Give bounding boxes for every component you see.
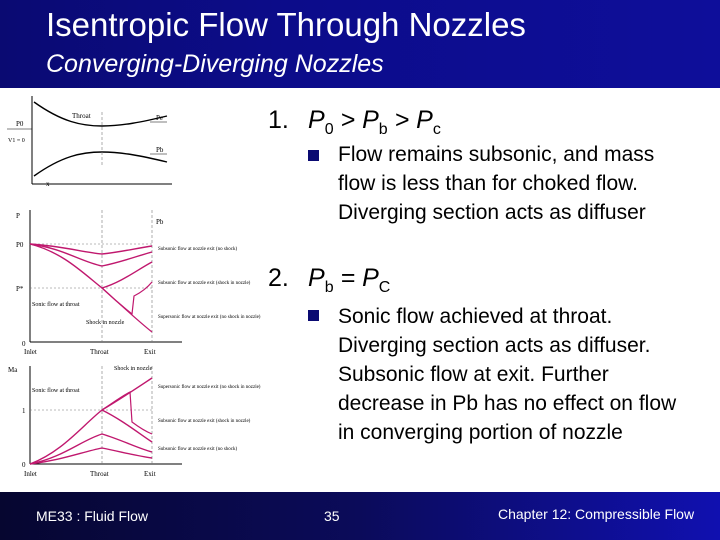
label-shock-top: Shock in nozzle xyxy=(114,366,153,372)
label-subsonic-exit-shock-2: Subsonic flow at nozzle exit (shock in nozzle) xyxy=(158,419,251,424)
pb-symbol: P xyxy=(308,264,325,292)
label-sonic-flow-throat: Sonic flow at throat xyxy=(32,302,80,308)
mach-curve-d xyxy=(102,392,152,434)
pb-subscript: b xyxy=(378,121,388,138)
label-supersonic-exit-noshock: Supersonic flow at nozzle exit (no shock in nozzle) xyxy=(158,315,261,320)
label-subsonic-exit-shock: Subsonic flow at nozzle exit (shock in nozzle) xyxy=(158,281,251,286)
pc-subscript-2: C xyxy=(378,279,391,296)
label-p-axis: P xyxy=(16,212,20,220)
footer-page-number: 35 xyxy=(324,508,340,524)
p0-subscript: 0 xyxy=(324,121,334,138)
bullet-text-2: Sonic flow achieved at throat. Diverging section acts as diffuser. Subsonic flow at exit. Further decrease in Pb has no effect on flow in converging portion of nozzle xyxy=(338,305,677,444)
label-exit-1: Exit xyxy=(144,348,156,356)
label-x-axis: x xyxy=(46,180,50,188)
label-pb: Pb xyxy=(156,146,164,154)
p0-symbol: P xyxy=(308,106,325,134)
bullet-marker-2 xyxy=(308,310,319,321)
pressure-curve-c xyxy=(30,244,152,288)
list-number-1: 1. xyxy=(268,106,289,134)
label-zero-1: 0 xyxy=(22,340,26,348)
slide-header xyxy=(0,0,720,88)
pc-subscript: c xyxy=(432,121,441,138)
bullet-text-1: Flow remains subsonic, and mass flow is less than for choked flow. Diverging section acts as diffuser xyxy=(338,143,655,224)
label-pe: Pe xyxy=(156,114,163,122)
nozzle-lower-wall xyxy=(34,152,167,176)
label-pstar: P* xyxy=(16,285,24,293)
label-sonic-flow-throat-2: Sonic flow at throat xyxy=(32,388,80,394)
pressure-curve-d xyxy=(102,282,152,314)
slide-title: Isentropic Flow Through Nozzles xyxy=(46,6,526,43)
label-throat-1: Throat xyxy=(90,348,109,356)
footer-chapter: Chapter 12: Compressible Flow xyxy=(498,506,695,522)
label-p0: P0 xyxy=(16,120,24,128)
label-pb-right: Pb xyxy=(156,218,164,226)
label-shock-in-nozzle: Shock in nozzle xyxy=(86,320,125,326)
eq-pc: = P xyxy=(333,264,379,292)
label-subsonic-exit-noshock: Subsonic flow at nozzle exit (no shock) xyxy=(158,247,238,252)
label-throat-top: Throat xyxy=(72,112,91,120)
label-subsonic-exit-noshock-2: Subsonic flow at nozzle exit (no shock) xyxy=(158,447,238,452)
label-v0: V1 = 0 xyxy=(8,138,25,144)
mach-panel xyxy=(8,366,261,478)
nozzle-shape-panel xyxy=(7,96,172,188)
list-item-2 xyxy=(268,264,390,297)
footer-course: ME33 : Fluid Flow xyxy=(36,508,149,524)
list-number-2: 2. xyxy=(268,264,289,292)
label-supersonic-exit-2: Supersonic flow at nozzle exit (no shock in nozzle) xyxy=(158,385,261,390)
label-p0-mid: P0 xyxy=(16,241,24,249)
label-one-mark: 1 xyxy=(22,407,26,415)
label-ma-axis: Ma xyxy=(8,366,18,374)
slide-subtitle: Converging-Diverging Nozzles xyxy=(46,50,384,78)
mach-curve-b xyxy=(30,434,152,464)
pressure-curve-b xyxy=(30,244,152,266)
nozzle-upper-wall xyxy=(34,102,167,126)
nozzle-pressure-mach-figure xyxy=(2,92,261,482)
gt-pc: > P xyxy=(387,106,433,134)
label-inlet-2: Inlet xyxy=(24,470,37,478)
label-exit-2: Exit xyxy=(144,470,156,478)
label-throat-2: Throat xyxy=(90,470,109,478)
mach-curve-a xyxy=(30,448,152,464)
pressure-panel xyxy=(16,210,261,356)
label-zero-2: 0 xyxy=(22,461,26,469)
slide-footer xyxy=(0,492,720,540)
gt-pb: > P xyxy=(333,106,379,134)
list-item-1 xyxy=(268,106,441,139)
mach-curve-c xyxy=(30,410,152,464)
bullet-marker-1 xyxy=(308,150,319,161)
pb-subscript-2: b xyxy=(324,279,334,296)
pressure-curve-a xyxy=(30,244,152,254)
label-inlet-1: Inlet xyxy=(24,348,37,356)
